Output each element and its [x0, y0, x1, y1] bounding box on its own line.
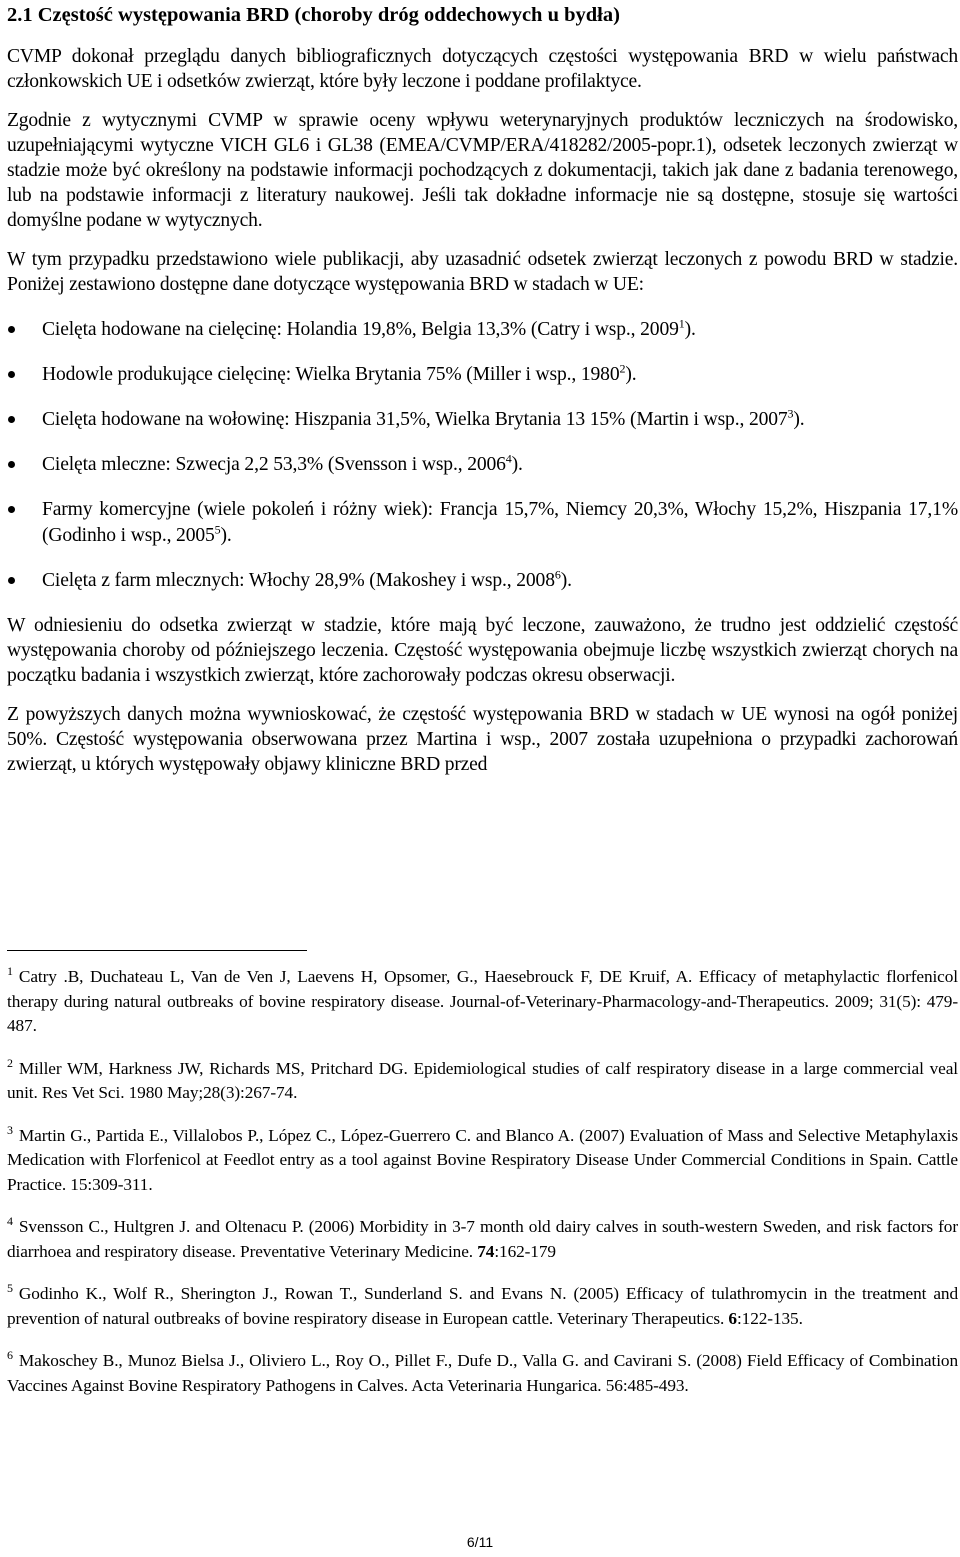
- footnote-number: 4: [7, 1214, 13, 1229]
- bullet-icon: [8, 461, 15, 468]
- footnote-ref: 4: [505, 451, 512, 466]
- footnote-number: 2: [7, 1055, 13, 1070]
- main-text: [7, 0, 958, 777]
- paragraph-text: W tym przypadku przedstawiono wiele publikacji, aby uzasadnić odsetek zwierząt leczonych z powodu BRD w stadzie. Poniżej zestawiono dostępne dane dotyczące występowania BRD w stadach w UE:: [7, 249, 958, 295]
- paragraph-publications: [7, 247, 958, 297]
- footnote-text: Makoschey B., Munoz Bielsa J., Oliviero L., Roy O., Pillet F., Dufe D., Valla G. and Cavirani S. (2008) Field Efficacy of Combination Vaccines Against Bovine Respiratory Pathogens in Calves. Acta Veterinaria Hungarica. 56:485-493.: [7, 1351, 958, 1395]
- list-item-end: ).: [793, 409, 805, 430]
- footnote-pages: :162-179: [494, 1241, 556, 1261]
- footnote-pages: :122-135.: [736, 1308, 803, 1328]
- footnote: [7, 1215, 958, 1264]
- list-item: [7, 407, 958, 433]
- bullet-icon: [8, 416, 15, 423]
- footnote: [7, 1057, 958, 1106]
- paragraph-text: Zgodnie z wytycznymi CVMP w sprawie oceny wpływu weterynaryjnych produktów leczniczych na środowisko, uzupełniającymi wytyczne VICH GL6 i GL38 (EMEA/CVMP/ERA/418282/2005-popr.1), odsetek leczonych zwierząt w stadzie może być określony na podstawie informacji pochodzących z dokumentacji, takich jak dane z badania terenowego, lub na podstawie informacji z literatury naukowej. Jeśli tak dokładne informacje nie są dostępne, stosuje się wartości domyślne podane w wytycznych.: [7, 110, 958, 231]
- list-item-end: ).: [220, 525, 232, 546]
- list-item: [7, 317, 958, 343]
- list-item-end: ).: [560, 570, 572, 591]
- list-item-end: ).: [684, 319, 696, 340]
- paragraph-text: Z powyższych danych można wywnioskować, że częstość występowania BRD w stadach w UE wynosi na ogół poniżej 50%. Częstość występowania obserwowana przez Martina i wsp., 2007 została uzupełniona o przypadki zachorowań zwierząt, u których występowały objawy kliniczne BRD przed: [7, 704, 958, 775]
- paragraph-cvmp-review: [7, 44, 958, 94]
- list-item: [7, 568, 958, 594]
- footnote-text: Godinho K., Wolf R., Sherington J., Rowan T., Sunderland S. and Evans N. (2005) Efficacy of tulathromycin in the treatment and prevention of natural outbreaks of bovine respiratory disease in European cattle. Veterinary Therapeutics.: [7, 1284, 958, 1328]
- footnote-ref: 5: [214, 522, 221, 537]
- footnote-ref: 1: [678, 316, 685, 331]
- prevalence-list: [7, 317, 958, 594]
- footnote-ref: 6: [554, 567, 561, 582]
- footnote-number: 1: [7, 964, 13, 979]
- paragraph-text: CVMP dokonał przeglądu danych bibliograficznych dotyczących częstości występowania BRD w wielu państwach członkowskich UE i odsetków zwierząt, które były leczone i poddane profilaktyce.: [7, 46, 958, 92]
- footnote-text: Svensson C., Hultgren J. and Oltenacu P. (2006) Morbidity in 3-7 month old dairy calves in south-western Sweden, and risk factors for diarrhoea and respiratory disease. Preventative Veterinary Medicine.: [7, 1217, 958, 1261]
- bullet-icon: [8, 506, 15, 513]
- bullet-icon: [8, 371, 15, 378]
- list-item-text: Cielęta hodowane na wołowinę: Hiszpania 31,5%, Wielka Brytania 13 15% (Martin i wsp., 2007: [42, 409, 788, 430]
- footnote-separator: [7, 950, 307, 951]
- footnote-number: 6: [7, 1348, 13, 1363]
- paragraph-conclusion: [7, 702, 958, 777]
- footnote-number: 5: [7, 1281, 13, 1296]
- list-item-end: ).: [511, 454, 523, 475]
- footnote-text: Miller WM, Harkness JW, Richards MS, Pritchard DG. Epidemiological studies of calf respiratory disease in a large commercial veal unit. Res Vet Sci. 1980 May;28(3):267-74.: [7, 1058, 958, 1102]
- list-item-text: Cielęta hodowane na cielęcinę: Holandia 19,8%, Belgia 13,3% (Catry i wsp., 2009: [42, 319, 679, 340]
- page-number: 6/11: [466, 1534, 494, 1550]
- footnote-text: Martin G., Partida E., Villalobos P., López C., López-Guerrero C. and Blanco A. (2007) Evaluation of Mass and Selective Metaphylaxis Medication with Florfenicol at Feedlot entry as a tool against Bovine Respiratory Disease Under Commercial Conditions in Spain. Cattle Practice. 15:309-311.: [7, 1125, 958, 1194]
- footnote-volume: 74: [477, 1241, 495, 1261]
- footnote: [7, 1282, 958, 1331]
- bullet-icon: [8, 577, 15, 584]
- list-item-text: Cielęta z farm mlecznych: Włochy 28,9% (Makoshey i wsp., 2008: [42, 570, 555, 591]
- list-item-end: ).: [625, 364, 637, 385]
- footnote-ref: 3: [787, 406, 794, 421]
- footnote: [7, 965, 958, 1039]
- footnote: [7, 1124, 958, 1198]
- section-heading: 2.1 Częstość występowania BRD (choroby dróg oddechowych u bydła): [7, 4, 620, 26]
- footnotes: [7, 965, 958, 1398]
- footnote: [7, 1349, 958, 1398]
- footnote-ref: 2: [619, 361, 626, 376]
- footnote-volume: 6: [728, 1308, 737, 1328]
- bullet-icon: [8, 326, 15, 333]
- list-item: [7, 362, 958, 388]
- paragraph-prevalence-note: [7, 613, 958, 688]
- paragraph-text: W odniesieniu do odsetka zwierząt w stadzie, które mają być leczone, zauważono, że trudno jest oddzielić częstość występowania choroby od późniejszego leczenia. Częstość występowania obejmuje liczbę wszystkich zwierząt chorych na początku badania i wszystkich zwierząt, które zachorowały podczas okresu obserwacji.: [7, 615, 958, 686]
- list-item-text: Hodowle produkujące cielęcinę: Wielka Brytania 75% (Miller i wsp., 1980: [42, 364, 620, 385]
- list-item: [7, 497, 958, 549]
- footnote-text: Catry .B, Duchateau L, Van de Ven J, Laevens H, Opsomer, G., Haesebrouck F, DE Kruif, A. Efficacy of metaphylactic florfenicol therapy during natural outbreaks of bovine respiratory disease. Journal-of-Veterinary-Pharmacology-and-Therapeutics. 2009; 31(5): 479-487.: [7, 967, 958, 1035]
- list-item: [7, 452, 958, 478]
- footnote-number: 3: [7, 1122, 13, 1137]
- paragraph-guidelines: [7, 108, 958, 233]
- list-item-text: Cielęta mleczne: Szwecja 2,2 53,3% (Svensson i wsp., 2006: [42, 454, 506, 475]
- list-item-text: Farmy komercyjne (wiele pokoleń i różny wiek): Francja 15,7%, Niemcy 20,3%, Włochy 15,2%, Hiszpania 17,1% (Godinho i wsp., 2005: [42, 499, 958, 546]
